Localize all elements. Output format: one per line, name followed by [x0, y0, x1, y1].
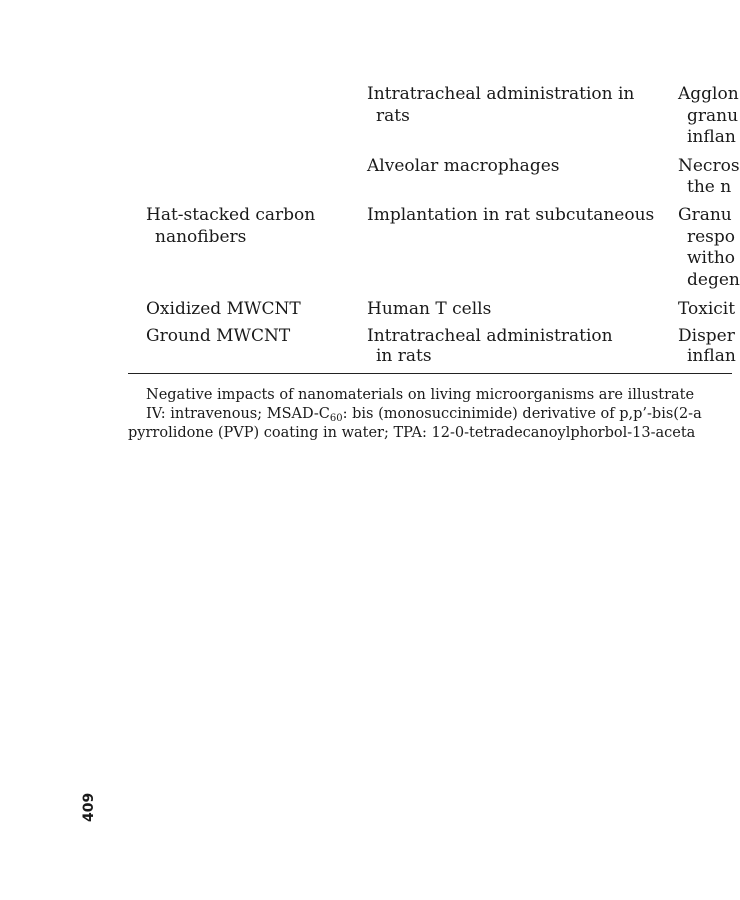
table-cell-system: Intratracheal administration	[367, 326, 613, 346]
table-cell-material: Ground MWCNT	[146, 326, 291, 346]
table-cell-system: Human T cells	[367, 299, 492, 319]
table-cell-system: in rats	[376, 346, 432, 366]
table-cell-effect: degen	[687, 270, 740, 290]
footnote-line: pyrrolidone (PVP) coating in water; TPA: 12-0-tetradecanoylphorbol-13-aceta	[128, 425, 696, 441]
table-cell-system: rats	[376, 106, 410, 126]
table-cell-effect: respo	[687, 227, 736, 247]
footnote-line: IV: intravenous; MSAD-$C_{60}$: bis (monosuccinimide) derivative of p,p’-bis(2-a	[146, 406, 702, 424]
table-cell-effect: inflan	[687, 346, 736, 366]
page-number: 409	[81, 792, 97, 822]
table-cell-system: Alveolar macrophages	[367, 156, 560, 176]
table-cell-system: Implantation in rat subcutaneous	[367, 205, 655, 225]
table-cell-effect: witho	[687, 248, 736, 268]
table-cell-effect: granu	[687, 106, 739, 126]
table-cell-effect: Granu	[678, 205, 732, 225]
table-cell-effect: Agglon	[678, 84, 739, 104]
table-cell-effect: inflan	[687, 127, 736, 147]
table-cell-effect: Disper	[678, 326, 735, 346]
table-cell-effect: the n	[687, 177, 732, 197]
table-cell-material: nanofibers	[155, 227, 247, 247]
table-cell-system: Intratracheal administration in	[367, 84, 635, 104]
table-cell-effect: Toxicit	[678, 299, 736, 319]
table-cell-material: Hat-stacked carbon	[146, 205, 316, 225]
table-cell-effect: Necros	[678, 156, 740, 176]
table-cell-material: Oxidized MWCNT	[146, 299, 301, 319]
table-bottom-rule	[128, 373, 732, 374]
footnote-line: Negative impacts of nanomaterials on living microorganisms are illustrate	[146, 387, 695, 403]
